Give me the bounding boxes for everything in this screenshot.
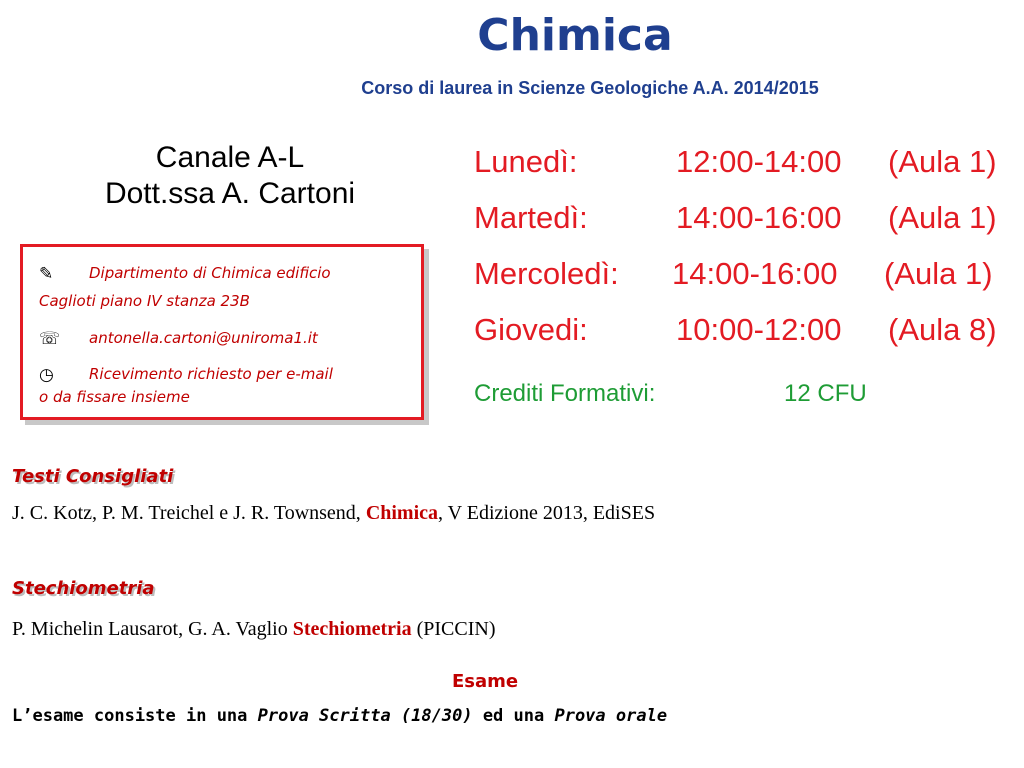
email-text[interactable]: antonella.cartoni@uniroma1.it (89, 329, 318, 347)
reception-row (39, 360, 419, 389)
page-title: Chimica (477, 10, 673, 61)
esame-description (12, 706, 667, 726)
contact-box (20, 244, 424, 420)
schedule-time: 10:00-12:00 (676, 312, 842, 347)
stechiometria-heading: Stechiometria (12, 578, 155, 599)
schedule-room: (Aula 1) (884, 256, 993, 291)
pen-icon: ✎ (39, 263, 54, 284)
address-row-2 (39, 287, 419, 315)
address-row (39, 259, 419, 288)
esame-text-3: ed una (472, 706, 555, 726)
address-line2: Caglioti piano IV stanza 23B (39, 292, 250, 310)
schedule-room: (Aula 1) (888, 200, 997, 235)
schedule-time: 14:00-16:00 (672, 256, 838, 291)
schedule-day: Mercoledì: (474, 256, 619, 291)
canale-label: Canale A-L (155, 141, 305, 174)
testi-edition: , V Edizione 2013, EdiSES (438, 502, 656, 524)
schedule-room: (Aula 1) (888, 144, 997, 179)
credits-label: Crediti Formativi: (474, 380, 656, 407)
schedule-day: Lunedì: (474, 144, 578, 179)
schedule-time: 12:00-14:00 (676, 144, 842, 179)
credits-value: 12 CFU (784, 380, 867, 407)
teacher-name: Dott.ssa A. Cartoni (104, 177, 356, 210)
reception-line2: o da fissare insieme (39, 388, 190, 406)
address-line1: Dipartimento di Chimica edificio (89, 264, 331, 282)
esame-oral-exam: Prova orale (554, 706, 668, 726)
course-subtitle: Corso di laurea in Scienze Geologiche A.A. 2014/2015 (361, 78, 819, 98)
testi-book-title: Chimica (365, 502, 439, 524)
phone-icon: ☏ (39, 328, 61, 349)
clock-icon: ◷ (39, 364, 54, 385)
esame-heading: Esame (451, 671, 519, 692)
testi-authors: J. C. Kotz, P. M. Treichel e J. R. Townsend, (12, 502, 366, 524)
credits-row (474, 380, 867, 408)
stech-authors: P. Michelin Lausarot, G. A. Vaglio (12, 618, 293, 640)
schedule-day: Giovedi: (474, 312, 588, 347)
testi-heading: Testi Consigliati (12, 466, 174, 487)
canale-block (30, 140, 430, 212)
esame-written-exam: Prova Scritta (18/30) (257, 706, 473, 726)
schedule-time: 14:00-16:00 (676, 200, 842, 235)
schedule-room: (Aula 8) (888, 312, 997, 347)
esame-text-1: L’esame consiste in una (12, 706, 258, 726)
stech-book-title: Stechiometria (292, 618, 412, 640)
reception-row-2 (39, 388, 419, 406)
stechiometria-reference (12, 618, 495, 641)
stech-publisher: (PICCIN) (411, 618, 496, 640)
testi-reference (12, 502, 655, 525)
schedule-day: Martedì: (474, 200, 588, 235)
reception-line1: Ricevimento richiesto per e-mail (89, 365, 333, 383)
email-row (39, 324, 419, 353)
